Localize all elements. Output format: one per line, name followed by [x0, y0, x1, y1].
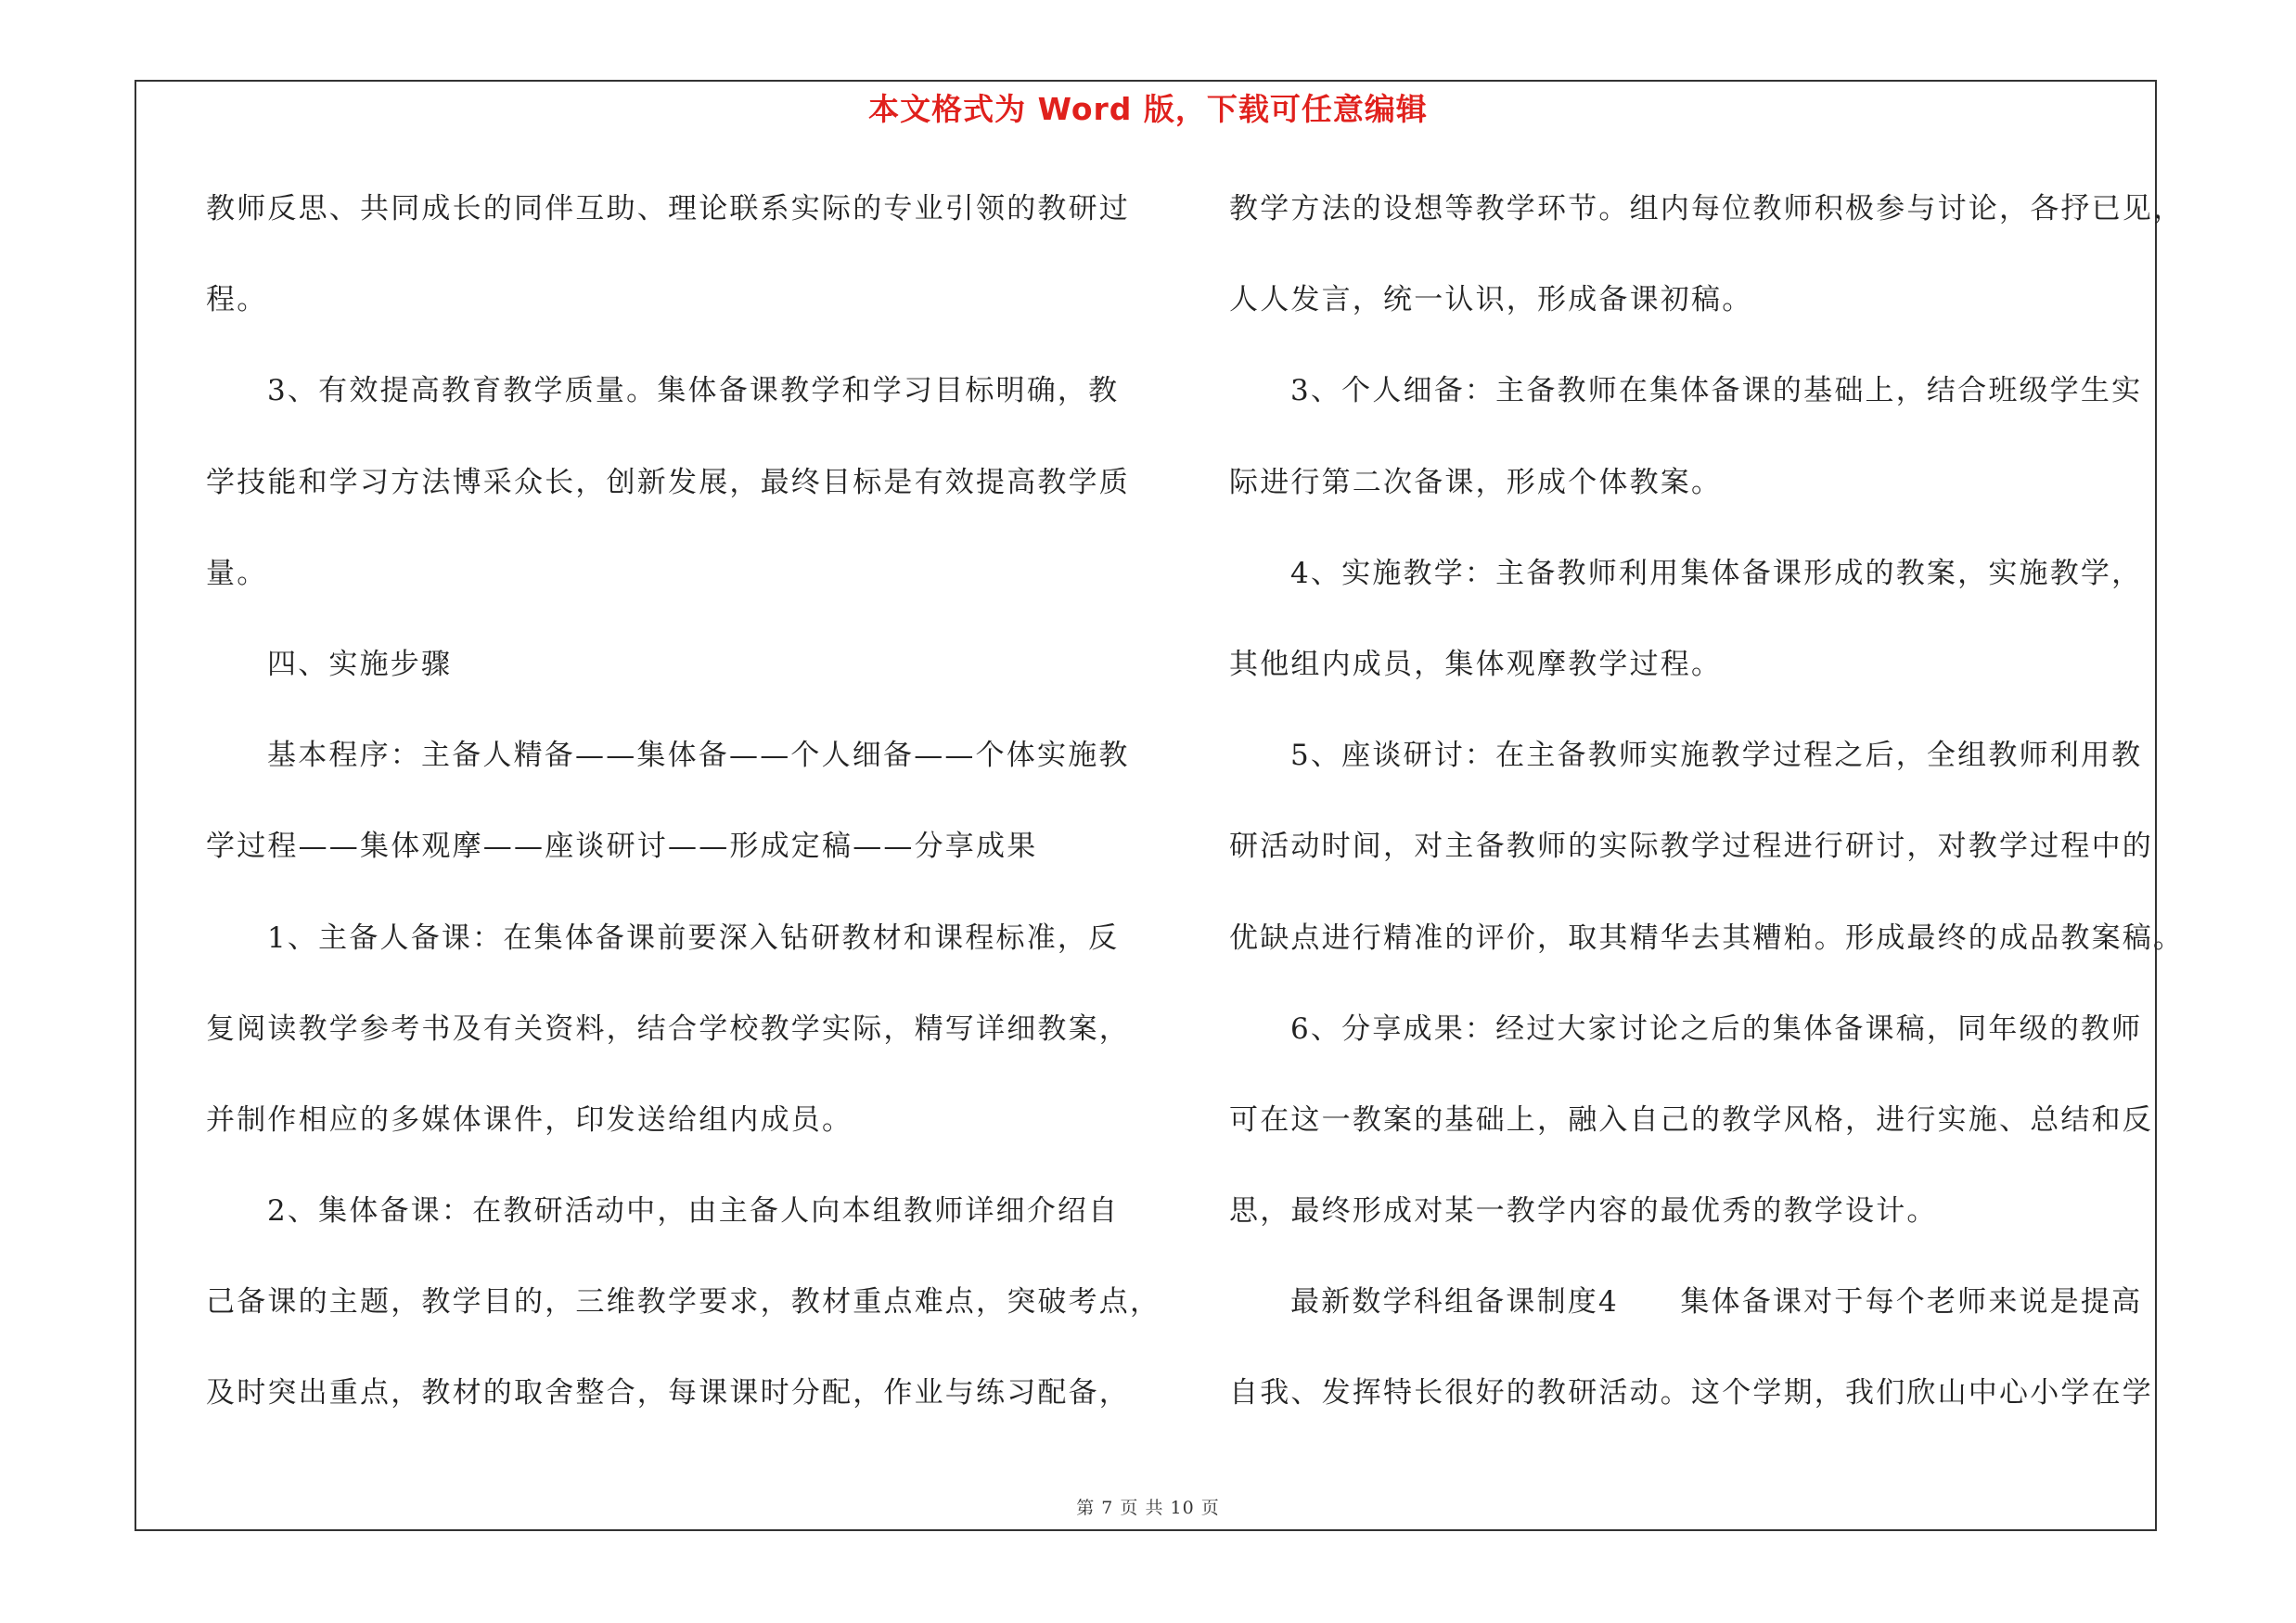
right-column — [1229, 182, 2185, 1458]
text-line: 复阅读教学参考书及有关资料，结合学校教学实际，精写详细教案， — [206, 1011, 1130, 1046]
text-line: 学技能和学习方法博采众长，创新发展，最终目标是有效提高教学质 — [206, 465, 1130, 499]
text-line: 思，最终形成对某一教学内容的最优秀的教学设计。 — [1229, 1194, 1938, 1229]
text-line: 学过程——集体观摩——座谈研讨——形成定稿——分享成果 — [206, 830, 1038, 864]
left-column — [206, 182, 1161, 1458]
text-line: 4、实施教学：主备教师利用集体备课形成的教案，实施教学， — [1290, 556, 2143, 590]
text-line: 6、分享成果：经过大家讨论之后的集体备课稿，同年级的教师 — [1290, 1011, 2143, 1046]
text-line: 1、主备人备课：在集体备课前要深入钻研教材和课程标准，反 — [267, 921, 1120, 955]
text-line: 3、有效提高教育教学质量。集体备课教学和学习目标明确，教 — [267, 374, 1120, 408]
text-line: 人人发言，统一认识，形成备课初稿。 — [1229, 283, 1753, 317]
page-footer: 第 7 页 共 10 页 — [1076, 1498, 1220, 1518]
text-line: 2、集体备课：在教研活动中，由主备人向本组教师详细介绍自 — [267, 1194, 1120, 1229]
text-line: 己备课的主题，教学目的，三维教学要求，教材重点难点，突破考点， — [206, 1285, 1161, 1320]
header-banner: 本文格式为 Word 版，下载可任意编辑 — [868, 91, 1428, 127]
text-line: 量。 — [206, 556, 268, 590]
text-line: 自我、发挥特长很好的教研活动。这个学期，我们欣山中心小学在学 — [1229, 1376, 2153, 1410]
text-line: 教师反思、共同成长的同伴互助、理论联系实际的专业引领的教研过 — [206, 192, 1130, 225]
text-line: 5、座谈研讨：在主备教师实施教学过程之后，全组教师利用教 — [1290, 739, 2143, 773]
text-line: 程。 — [206, 283, 268, 317]
text-line: 可在这一教案的基础上，融入自己的教学风格，进行实施、总结和反 — [1229, 1102, 2153, 1137]
text-line: 最新数学科组备课制度4 集体备课对于每个老师来说是提高 — [1290, 1285, 2143, 1320]
text-line: 基本程序：主备人精备——集体备——个人细备——个体实施教 — [267, 739, 1130, 773]
text-line: 其他组内成员，集体观摩教学过程。 — [1229, 647, 1723, 681]
text-line: 际进行第二次备课，形成个体教案。 — [1229, 465, 1723, 499]
text-line: 四、实施步骤 — [267, 647, 453, 681]
text-line: 研活动时间，对主备教师的实际教学过程进行研讨，对教学过程中的 — [1229, 830, 2153, 864]
text-line: 优缺点进行精准的评价，取其精华去其糟粕。形成最终的成品教案稿。 — [1229, 921, 2185, 955]
text-line: 教学方法的设想等教学环节。组内每位教师积极参与讨论，各抒已见， — [1229, 192, 2185, 225]
text-line: 3、个人细备：主备教师在集体备课的基础上，结合班级学生实 — [1290, 374, 2143, 408]
text-line: 及时突出重点，教材的取舍整合，每课课时分配，作业与练习配备， — [206, 1376, 1130, 1410]
text-line: 并制作相应的多媒体课件，印发送给组内成员。 — [206, 1102, 853, 1137]
